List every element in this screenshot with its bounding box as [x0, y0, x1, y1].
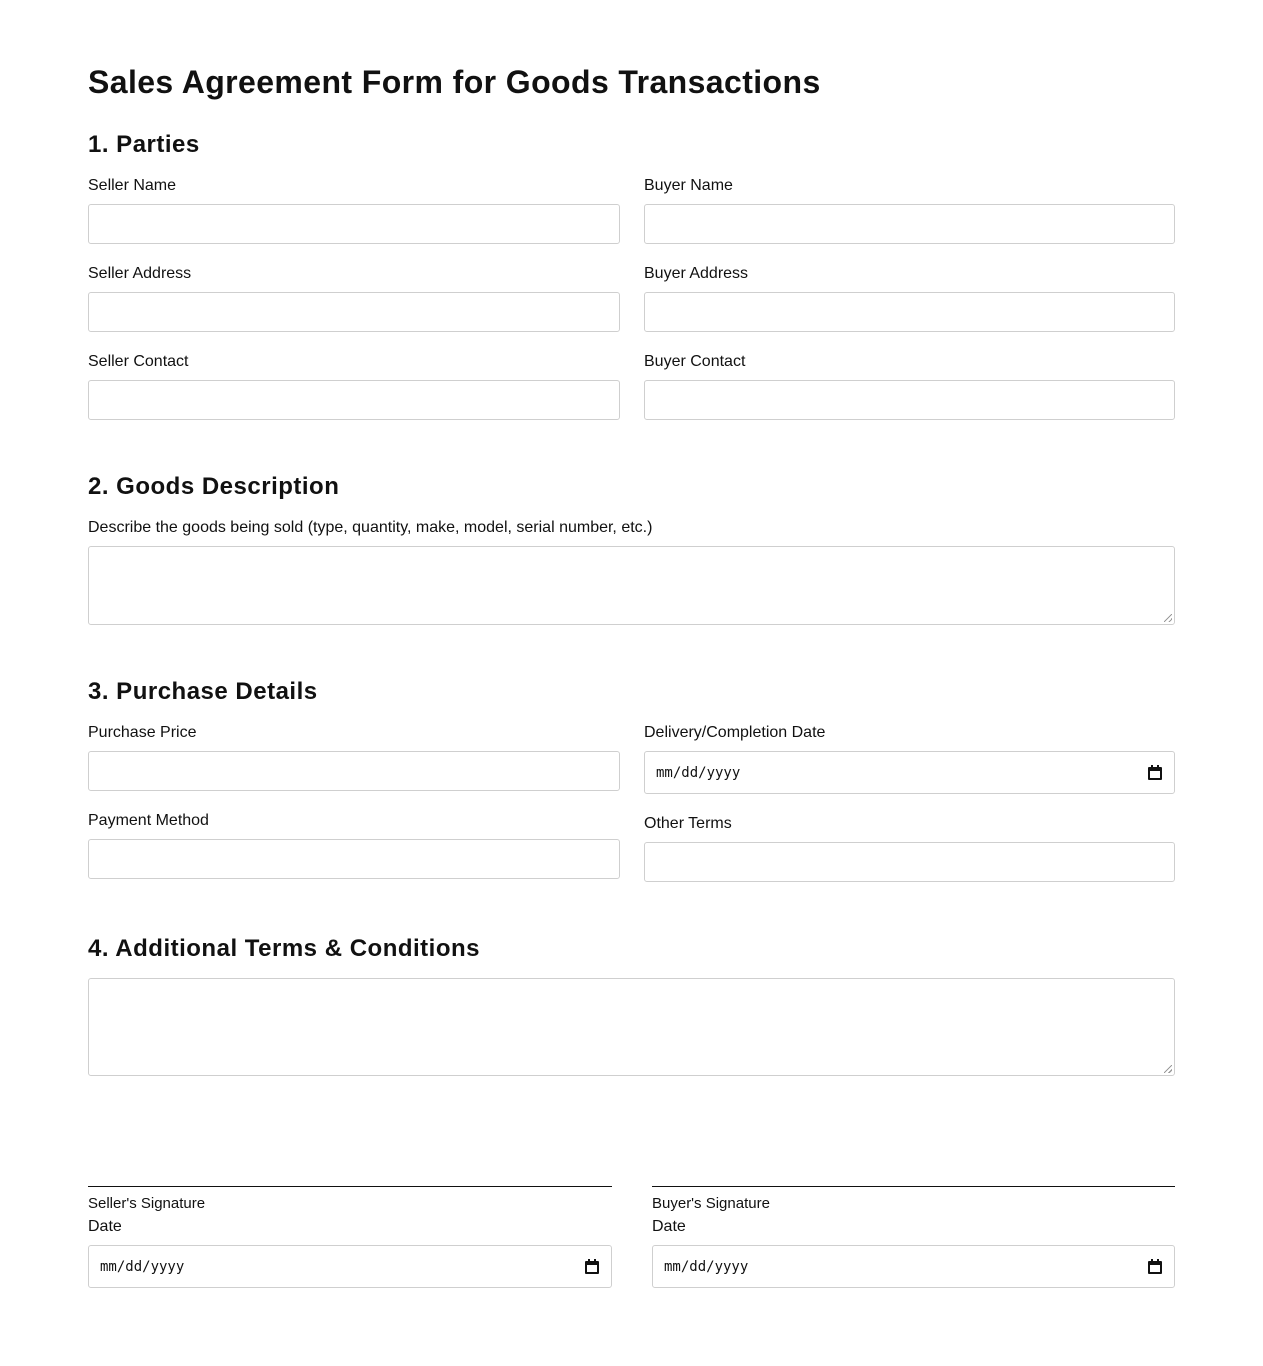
goods-description-label: Describe the goods being sold (type, quantity, make, model, serial number, etc.): [88, 519, 653, 536]
goods-description-textarea[interactable]: [88, 546, 1175, 625]
buyer-signature-label: Buyer's Signature: [652, 1195, 770, 1212]
seller-signature-line: [88, 1186, 612, 1187]
buyer-date-label: Date: [652, 1218, 686, 1235]
buyer-name-input[interactable]: [644, 204, 1175, 244]
seller-date-input[interactable]: [88, 1245, 612, 1288]
buyer-name-label: Buyer Name: [644, 177, 733, 194]
buyer-address-label: Buyer Address: [644, 265, 749, 282]
other-terms-label: Other Terms: [644, 815, 732, 832]
seller-date-label: Date: [88, 1218, 122, 1235]
buyer-contact-input[interactable]: [644, 380, 1175, 420]
section-heading-purchase: 3. Purchase Details: [88, 678, 318, 705]
page-title: Sales Agreement Form for Goods Transactions: [88, 64, 821, 100]
delivery-date-label: Delivery/Completion Date: [644, 724, 826, 741]
seller-name-label: Seller Name: [88, 177, 177, 194]
seller-name-input[interactable]: [88, 204, 620, 244]
section-heading-additional-terms: 4. Additional Terms & Conditions: [88, 935, 481, 962]
calendar-icon[interactable]: [585, 1260, 599, 1274]
buyer-date-placeholder: mm/dd/yyyy: [664, 1258, 749, 1275]
purchase-price-input[interactable]: [88, 751, 620, 791]
buyer-date-input[interactable]: [652, 1245, 1175, 1288]
calendar-icon[interactable]: [1148, 1260, 1162, 1274]
buyer-signature-line: [652, 1186, 1175, 1187]
calendar-icon[interactable]: [1148, 766, 1162, 780]
buyer-address-input[interactable]: [644, 292, 1175, 332]
seller-contact-label: Seller Contact: [88, 353, 189, 370]
buyer-contact-label: Buyer Contact: [644, 353, 746, 370]
section-heading-parties: 1. Parties: [88, 131, 200, 158]
payment-method-input[interactable]: [88, 839, 620, 879]
seller-address-label: Seller Address: [88, 265, 192, 282]
resize-grip-icon[interactable]: [1164, 1065, 1172, 1073]
purchase-price-label: Purchase Price: [88, 724, 197, 741]
seller-date-placeholder: mm/dd/yyyy: [100, 1258, 185, 1275]
delivery-date-input[interactable]: [644, 751, 1175, 794]
seller-contact-input[interactable]: [88, 380, 620, 420]
seller-signature-label: Seller's Signature: [88, 1195, 206, 1212]
other-terms-input[interactable]: [644, 842, 1175, 882]
additional-terms-textarea[interactable]: [88, 978, 1175, 1076]
delivery-date-placeholder: mm/dd/yyyy: [656, 764, 741, 781]
section-heading-goods: 2. Goods Description: [88, 473, 340, 500]
seller-address-input[interactable]: [88, 292, 620, 332]
payment-method-label: Payment Method: [88, 812, 209, 829]
resize-grip-icon[interactable]: [1164, 614, 1172, 622]
